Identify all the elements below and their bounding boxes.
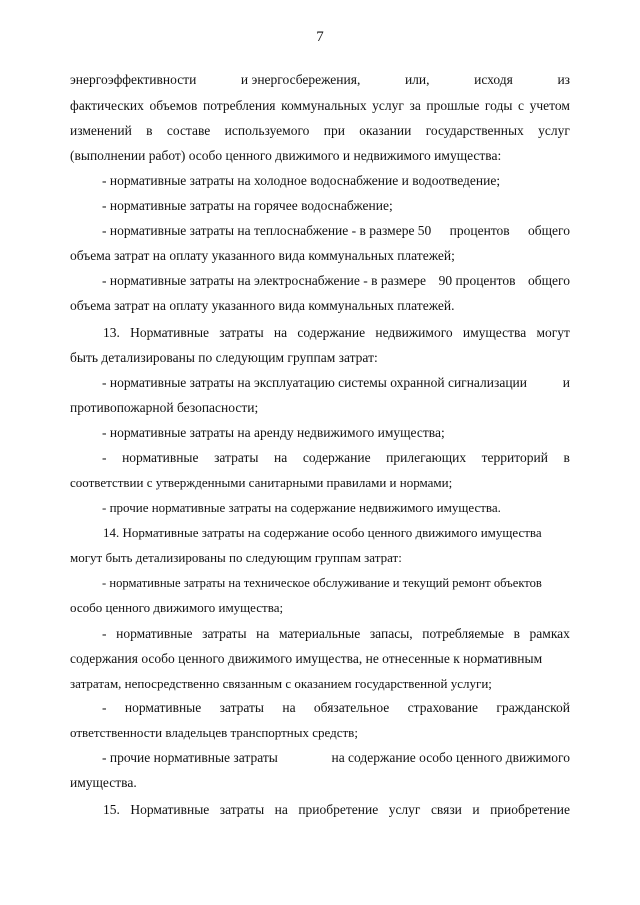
text-line: объема затрат на оплату указанного вида коммунальных платежей.	[70, 298, 455, 313]
list-item	[102, 750, 570, 766]
paragraph-start	[103, 802, 570, 818]
text-line: могут быть детализированы по следующим группам затрат:	[70, 550, 402, 565]
text-fragment: -	[102, 626, 107, 641]
text-fragment: энергоэффективности	[70, 72, 197, 87]
text-fragment: связи	[430, 802, 462, 817]
text-fragment: коммунальных	[281, 98, 367, 113]
text-line: ответственности владельцев транспортных средств;	[70, 725, 358, 740]
text-fragment: приобретение	[490, 802, 570, 817]
text-fragment: содержание	[297, 325, 366, 340]
text-fragment: услуг	[372, 98, 404, 113]
text-fragment: имущества	[462, 325, 527, 340]
text-fragment: могут	[536, 325, 570, 340]
text-fragment: или,	[404, 72, 430, 87]
text-fragment: на	[274, 450, 288, 465]
text-fragment: приобретение	[298, 802, 379, 817]
text-fragment: 15.	[103, 802, 120, 817]
list-item	[102, 273, 570, 289]
text-line	[70, 123, 570, 139]
list-item: - нормативные затраты на техническое обслуживание и текущий ремонт объектов	[102, 576, 542, 590]
text-fragment: 13.	[103, 325, 120, 340]
text-fragment: - нормативные затраты на электроснабжение - в размере	[102, 273, 427, 288]
text-fragment: за	[409, 98, 421, 113]
text-fragment: государственных	[425, 123, 524, 138]
text-line: особо ценного движимого имущества;	[70, 600, 284, 615]
list-item	[102, 700, 570, 716]
text-line	[70, 98, 570, 114]
text-fragment: из	[557, 72, 570, 87]
list-item	[102, 450, 570, 466]
list-item: - прочие нормативные затраты на содержание недвижимого имущества.	[102, 500, 501, 515]
text-fragment: 90 процентов	[438, 273, 516, 288]
text-fragment: на	[274, 802, 288, 817]
text-fragment: услуг	[538, 123, 570, 138]
text-fragment: -	[102, 450, 107, 465]
text-fragment: составе	[166, 123, 211, 138]
text-line: объема затрат на оплату указанного вида коммунальных платежей;	[70, 248, 455, 263]
text-line: имущества.	[70, 775, 137, 790]
page-number: 7	[316, 29, 324, 45]
text-fragment: рамках	[529, 626, 570, 641]
text-fragment: общего	[528, 223, 570, 238]
text-fragment: годы	[484, 98, 513, 113]
text-fragment: нормативные	[122, 450, 199, 465]
text-fragment: на содержание особо ценного движимого	[331, 750, 570, 765]
text-fragment: потребления	[202, 98, 276, 113]
text-fragment: недвижимого	[375, 325, 453, 340]
text-fragment: общего	[528, 273, 570, 288]
paragraph-start: 14. Нормативные затраты на содержание особо ценного движимого имущества	[103, 525, 542, 540]
text-fragment: и	[562, 375, 570, 390]
text-fragment: территорий	[481, 450, 548, 465]
text-fragment: -	[102, 700, 107, 715]
list-item: - нормативные затраты на горячее водоснабжение;	[102, 198, 393, 213]
list-item: - нормативные затраты на аренду недвижимого имущества;	[102, 425, 445, 440]
text-fragment: при	[323, 123, 345, 138]
list-item	[102, 223, 570, 239]
text-fragment: Нормативные	[130, 802, 210, 817]
text-fragment: в	[513, 626, 520, 641]
text-fragment: затраты	[202, 626, 247, 641]
text-fragment: страхование	[407, 700, 479, 715]
list-item: - нормативные затраты на холодное водоснабжение и водоотведение;	[102, 173, 501, 188]
text-fragment: и	[472, 802, 480, 817]
text-fragment: объемов	[149, 98, 198, 113]
text-fragment: гражданской	[496, 700, 570, 715]
text-fragment: с	[518, 98, 525, 113]
text-line: противопожарной безопасности;	[70, 400, 259, 415]
text-fragment: материальные	[278, 626, 361, 641]
text-fragment: - прочие нормативные затраты	[102, 750, 278, 765]
text-fragment: затраты	[214, 450, 259, 465]
text-fragment: в	[563, 450, 570, 465]
list-item	[102, 626, 570, 642]
text-fragment: на	[282, 700, 296, 715]
text-line: (выполнении работ) особо ценного движимого и недвижимого имущества:	[70, 148, 502, 163]
text-fragment: затраты	[219, 700, 264, 715]
text-fragment: потребляемые	[422, 626, 504, 641]
text-fragment: в	[146, 123, 153, 138]
text-fragment: обязательное	[313, 700, 390, 715]
text-line	[70, 72, 570, 88]
text-fragment: на	[256, 626, 270, 641]
text-fragment: затраты	[219, 325, 264, 340]
text-fragment: Нормативные	[130, 325, 210, 340]
text-fragment: учетом	[529, 98, 570, 113]
text-fragment: процентов	[449, 223, 510, 238]
text-fragment: прошлые	[426, 98, 480, 113]
list-item	[102, 375, 570, 391]
text-fragment: на	[273, 325, 288, 340]
text-fragment: используемого	[224, 123, 310, 138]
text-fragment: оказании	[359, 123, 412, 138]
text-line: быть детализированы по следующим группам затрат:	[70, 350, 378, 365]
text-fragment: нормативные	[116, 626, 193, 641]
text-fragment: затраты	[219, 802, 265, 817]
text-fragment: нормативные	[124, 700, 202, 715]
text-line: содержания особо ценного движимого имущества, не отнесенные к нормативным	[70, 651, 543, 666]
text-fragment: фактических	[70, 98, 144, 113]
text-line: затратам, непосредственно связанным с оказанием государственной услуги;	[70, 676, 492, 691]
text-fragment: изменений	[70, 123, 132, 138]
paragraph-start	[103, 325, 570, 341]
text-fragment: и энергосбережения,	[240, 72, 361, 87]
text-fragment: запасы,	[369, 626, 413, 641]
text-fragment: услуг	[388, 802, 421, 817]
text-fragment: - нормативные затраты на теплоснабжение - в размере 50	[102, 223, 432, 238]
text-fragment: содержание	[302, 450, 371, 465]
text-line: соответствии с утвержденными санитарными правилами и нормами;	[70, 475, 453, 490]
text-fragment: - нормативные затраты на эксплуатацию системы охранной сигнализации	[102, 375, 528, 390]
text-fragment: исходя	[474, 72, 513, 87]
text-fragment: прилегающих	[386, 450, 467, 465]
